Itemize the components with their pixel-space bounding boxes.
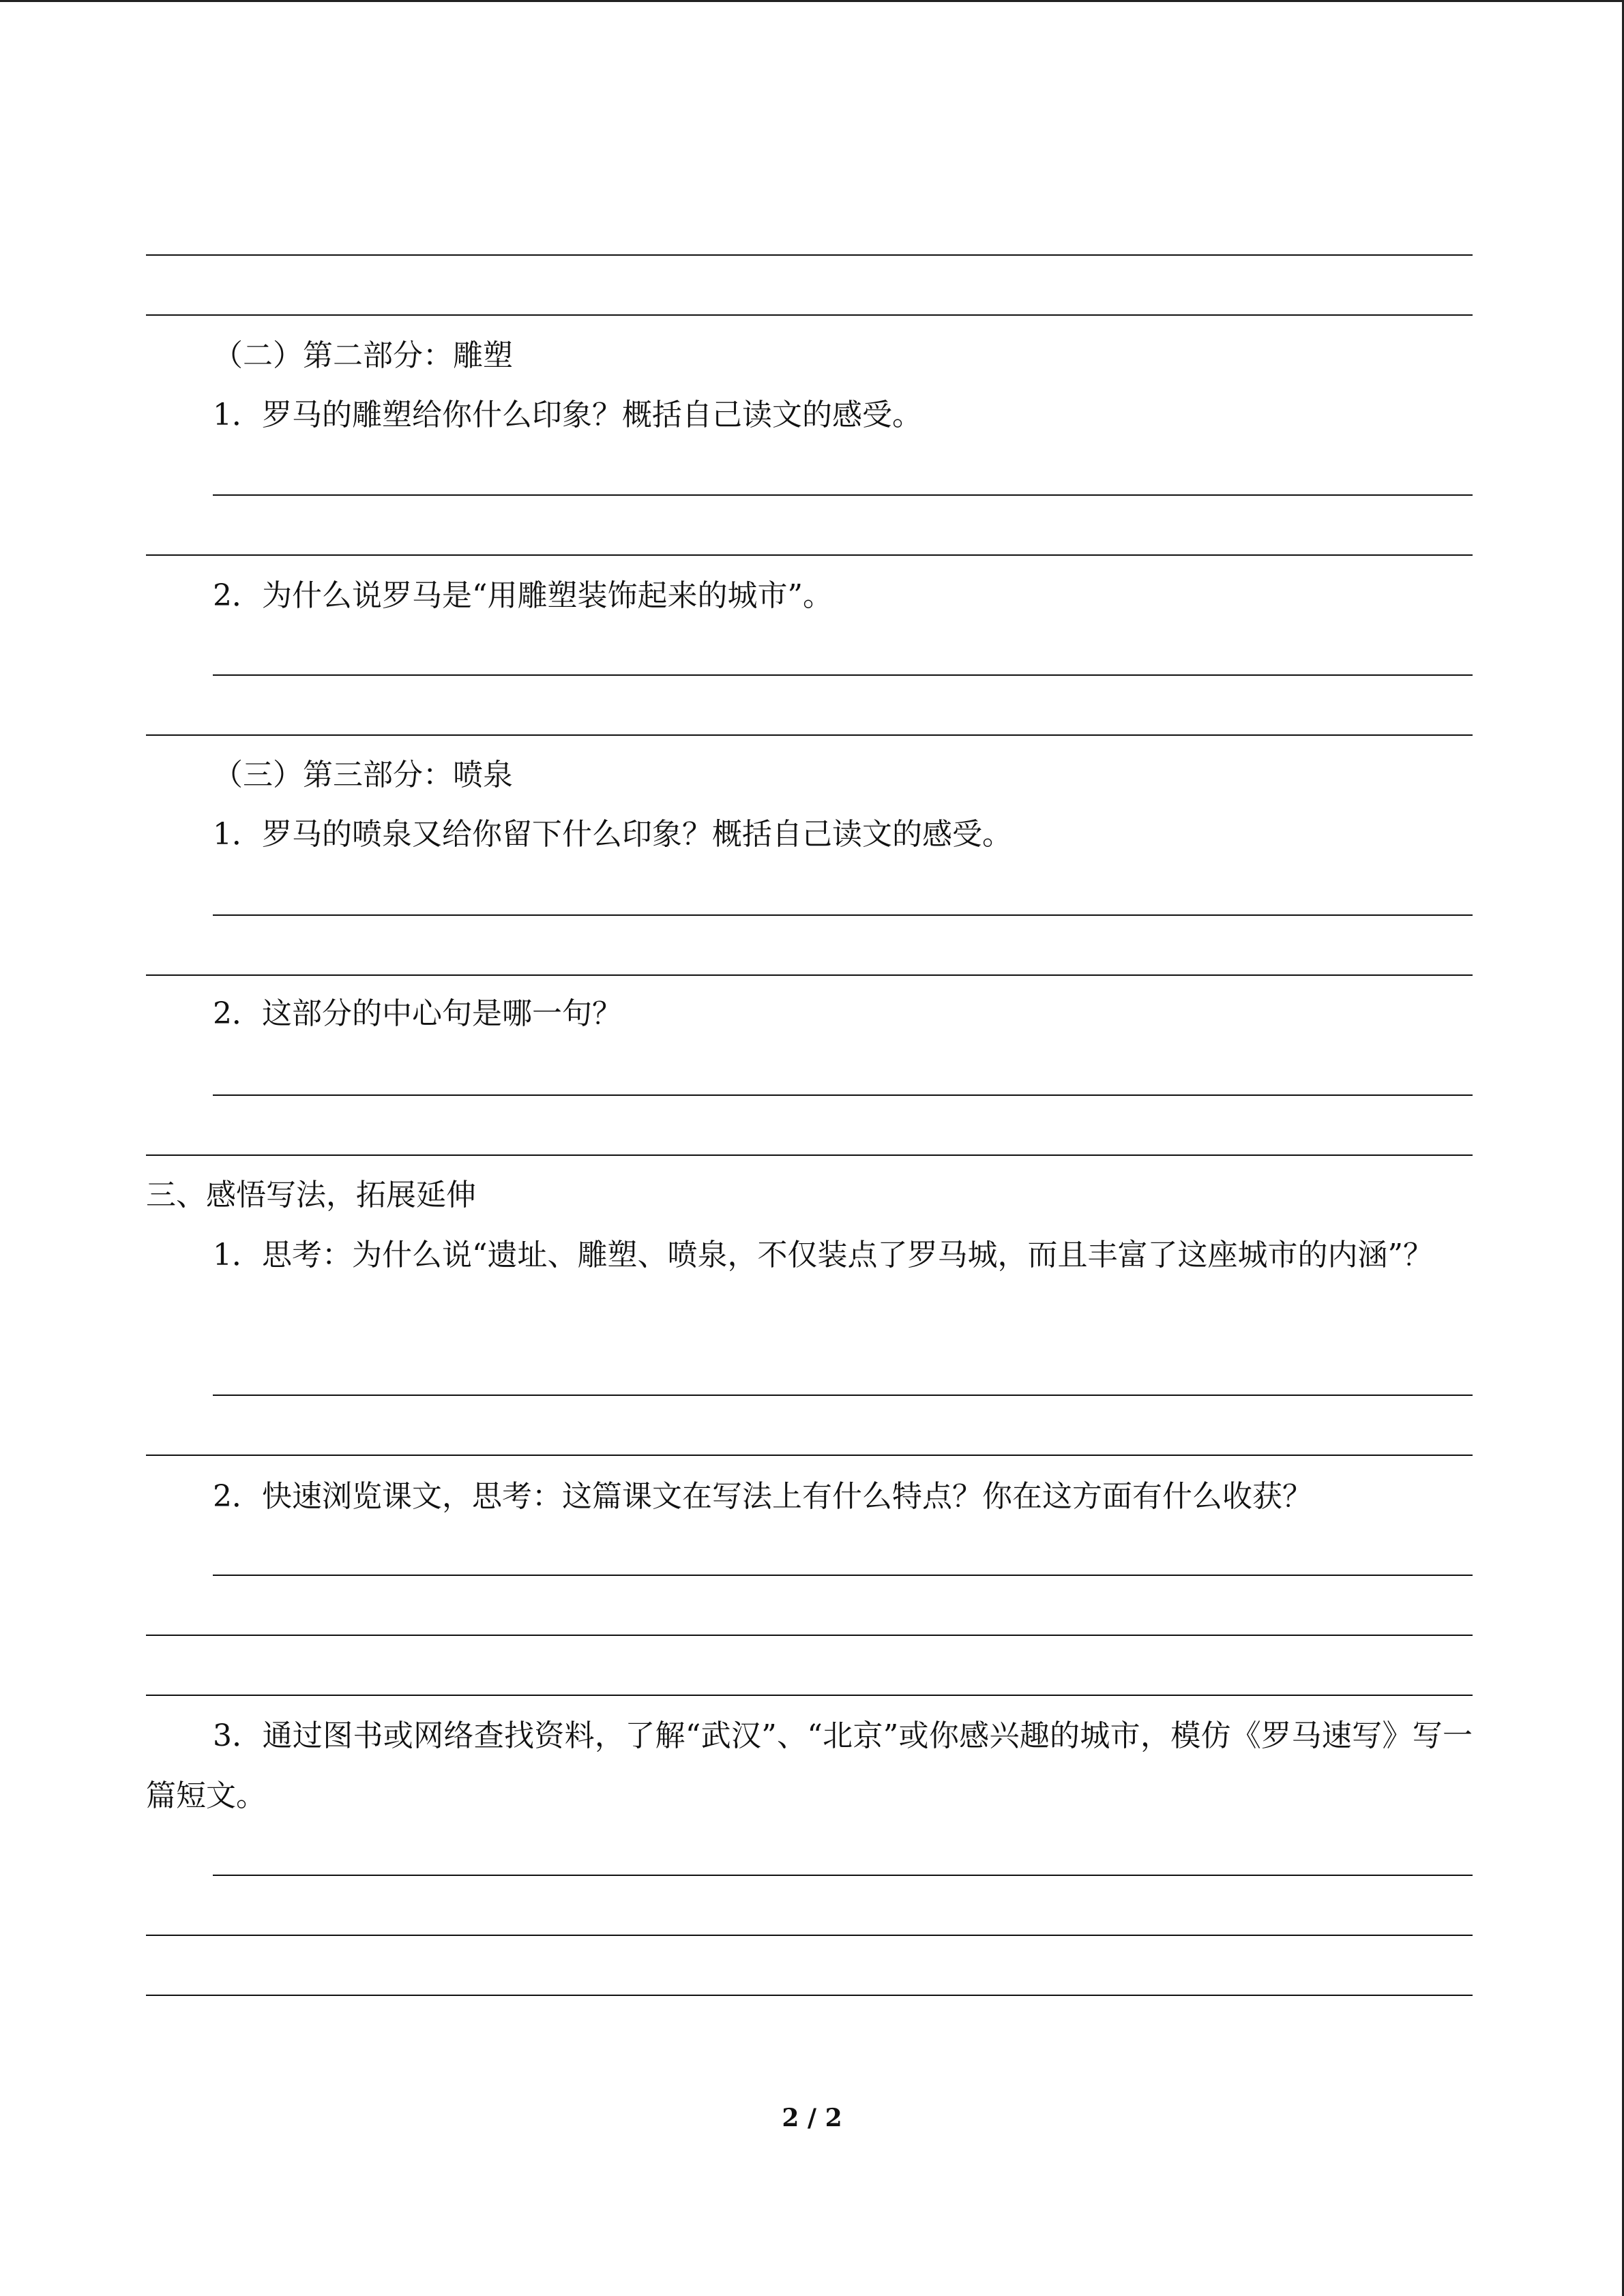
part3-question-2: 2．这部分的中心句是哪一句？ bbox=[213, 996, 622, 1031]
part2-question-2: 2．为什么说罗马是“用雕塑装饰起来的城市”。 bbox=[213, 578, 833, 613]
answer-line bbox=[146, 254, 1473, 256]
answer-line bbox=[146, 1635, 1473, 1636]
part2-heading: （二）第二部分：雕塑 bbox=[213, 338, 513, 373]
answer-line bbox=[213, 494, 1473, 496]
answer-line bbox=[146, 1695, 1473, 1696]
page-number: 2 / 2 bbox=[782, 2104, 842, 2132]
section3-heading: 三、感悟写法，拓展延伸 bbox=[146, 1178, 476, 1212]
answer-line bbox=[146, 314, 1473, 316]
answer-line bbox=[213, 1094, 1473, 1096]
answer-line bbox=[213, 1875, 1473, 1876]
answer-line bbox=[213, 674, 1473, 676]
answer-line bbox=[213, 1395, 1473, 1396]
answer-line bbox=[146, 1935, 1473, 1936]
section3-question-2: 2．快速浏览课文，思考：这篇课文在写法上有什么特点？你在这方面有什么收获？ bbox=[213, 1479, 1312, 1514]
answer-line bbox=[213, 914, 1473, 916]
answer-line bbox=[146, 734, 1473, 736]
part3-question-1: 1．罗马的喷泉又给你留下什么印象？概括自己读文的感受。 bbox=[213, 817, 1012, 852]
answer-line bbox=[146, 1154, 1473, 1156]
answer-line bbox=[146, 1995, 1473, 1996]
page-frame-top bbox=[0, 0, 1624, 2]
answer-line bbox=[146, 974, 1473, 976]
part2-question-1: 1．罗马的雕塑给你什么印象？概括自己读文的感受。 bbox=[213, 398, 922, 432]
answer-line bbox=[213, 1575, 1473, 1576]
part3-heading: （三）第三部分：喷泉 bbox=[213, 758, 513, 792]
section3-question-3: 3．通过图书或网络查找资料，了解“武汉”、“北京”或你感兴趣的城市，模仿《罗马速写》写一篇短文。 bbox=[146, 1718, 1473, 1813]
section3-question-1: 1．思考：为什么说“遗址、雕塑、喷泉，不仅装点了罗马城，而且丰富了这座城市的内涵”？ bbox=[213, 1238, 1433, 1272]
answer-line bbox=[146, 554, 1473, 556]
answer-line bbox=[146, 1455, 1473, 1456]
